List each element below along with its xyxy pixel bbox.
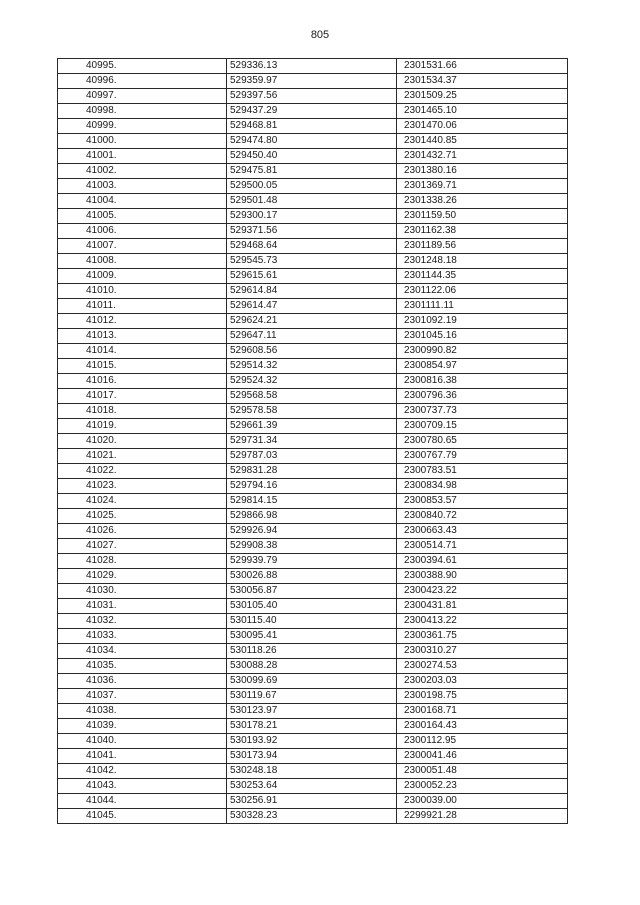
x-coordinate-cell: 529450.40 [227, 149, 397, 164]
point-number-cell: 41019. [58, 419, 227, 434]
point-number-cell: 41029. [58, 569, 227, 584]
point-number-cell: 41003. [58, 179, 227, 194]
point-number-cell: 41024. [58, 494, 227, 509]
table-row [58, 509, 568, 524]
point-number-cell: 41013. [58, 329, 227, 344]
x-coordinate-cell: 529468.81 [227, 119, 397, 134]
table-row [58, 284, 568, 299]
point-number-cell: 41002. [58, 164, 227, 179]
x-coordinate-cell: 530119.67 [227, 689, 397, 704]
y-coordinate-cell: 2301111.11 [397, 299, 568, 314]
y-coordinate-cell: 2301531.66 [397, 59, 568, 74]
y-coordinate-cell: 2300310.27 [397, 644, 568, 659]
x-coordinate-cell: 529468.64 [227, 239, 397, 254]
x-coordinate-cell: 530248.18 [227, 764, 397, 779]
x-coordinate-cell: 529614.47 [227, 299, 397, 314]
table-row [58, 89, 568, 104]
point-number-cell: 41041. [58, 749, 227, 764]
x-coordinate-cell: 529568.58 [227, 389, 397, 404]
y-coordinate-cell: 2300051.48 [397, 764, 568, 779]
table-row [58, 719, 568, 734]
table-row [58, 674, 568, 689]
table-row [58, 734, 568, 749]
x-coordinate-cell: 529615.61 [227, 269, 397, 284]
x-coordinate-cell: 530328.23 [227, 809, 397, 824]
y-coordinate-cell: 2300041.46 [397, 749, 568, 764]
point-number-cell: 41043. [58, 779, 227, 794]
y-coordinate-cell: 2301338.26 [397, 194, 568, 209]
point-number-cell: 41011. [58, 299, 227, 314]
point-number-cell: 41017. [58, 389, 227, 404]
y-coordinate-cell: 2300112.95 [397, 734, 568, 749]
table-row [58, 224, 568, 239]
table-row [58, 644, 568, 659]
table-row [58, 269, 568, 284]
x-coordinate-cell: 530118.26 [227, 644, 397, 659]
x-coordinate-cell: 529608.56 [227, 344, 397, 359]
table-row [58, 404, 568, 419]
point-number-cell: 41031. [58, 599, 227, 614]
point-number-cell: 41008. [58, 254, 227, 269]
point-number-cell: 40996. [58, 74, 227, 89]
point-number-cell: 41015. [58, 359, 227, 374]
table-row [58, 659, 568, 674]
y-coordinate-cell: 2301144.35 [397, 269, 568, 284]
x-coordinate-cell: 530088.28 [227, 659, 397, 674]
table-row [58, 554, 568, 569]
point-number-cell: 41039. [58, 719, 227, 734]
x-coordinate-cell: 530173.94 [227, 749, 397, 764]
x-coordinate-cell: 529524.32 [227, 374, 397, 389]
point-number-cell: 41000. [58, 134, 227, 149]
point-number-cell: 41016. [58, 374, 227, 389]
point-number-cell: 40997. [58, 89, 227, 104]
y-coordinate-cell: 2301369.71 [397, 179, 568, 194]
table-row [58, 194, 568, 209]
table-row [58, 749, 568, 764]
point-number-cell: 41032. [58, 614, 227, 629]
table-row [58, 809, 568, 824]
point-number-cell: 41012. [58, 314, 227, 329]
point-number-cell: 41030. [58, 584, 227, 599]
table-row [58, 179, 568, 194]
y-coordinate-cell: 2300164.43 [397, 719, 568, 734]
y-coordinate-cell: 2300514.71 [397, 539, 568, 554]
table-row [58, 494, 568, 509]
point-number-cell: 41010. [58, 284, 227, 299]
y-coordinate-cell: 2301248.18 [397, 254, 568, 269]
point-number-cell: 40995. [58, 59, 227, 74]
table-row [58, 524, 568, 539]
table-row [58, 74, 568, 89]
point-number-cell: 41034. [58, 644, 227, 659]
y-coordinate-cell: 2301045.16 [397, 329, 568, 344]
x-coordinate-cell: 529359.97 [227, 74, 397, 89]
table-row [58, 479, 568, 494]
x-coordinate-cell: 530193.92 [227, 734, 397, 749]
page-number: 805 [310, 29, 330, 41]
y-coordinate-cell: 2300413.22 [397, 614, 568, 629]
x-coordinate-cell: 530115.40 [227, 614, 397, 629]
x-coordinate-cell: 530026.88 [227, 569, 397, 584]
point-number-cell: 41045. [58, 809, 227, 824]
table-row [58, 239, 568, 254]
point-number-cell: 41014. [58, 344, 227, 359]
x-coordinate-cell: 529866.98 [227, 509, 397, 524]
x-coordinate-cell: 529578.58 [227, 404, 397, 419]
x-coordinate-cell: 529300.17 [227, 209, 397, 224]
y-coordinate-cell: 2300198.75 [397, 689, 568, 704]
point-number-cell: 41006. [58, 224, 227, 239]
y-coordinate-cell: 2301432.71 [397, 149, 568, 164]
table-row [58, 779, 568, 794]
x-coordinate-cell: 529397.56 [227, 89, 397, 104]
table-row [58, 419, 568, 434]
y-coordinate-cell: 2300834.98 [397, 479, 568, 494]
x-coordinate-cell: 530123.97 [227, 704, 397, 719]
x-coordinate-cell: 529939.79 [227, 554, 397, 569]
table-row [58, 569, 568, 584]
table-row [58, 584, 568, 599]
x-coordinate-cell: 530105.40 [227, 599, 397, 614]
table-row [58, 359, 568, 374]
point-number-cell: 41001. [58, 149, 227, 164]
y-coordinate-cell: 2300168.71 [397, 704, 568, 719]
point-number-cell: 41042. [58, 764, 227, 779]
table-row [58, 104, 568, 119]
coordinate-table-body [58, 59, 568, 824]
point-number-cell: 41023. [58, 479, 227, 494]
point-number-cell: 41040. [58, 734, 227, 749]
table-row [58, 134, 568, 149]
point-number-cell: 41009. [58, 269, 227, 284]
table-row [58, 794, 568, 809]
x-coordinate-cell: 529614.84 [227, 284, 397, 299]
y-coordinate-cell: 2300854.97 [397, 359, 568, 374]
x-coordinate-cell: 529647.11 [227, 329, 397, 344]
x-coordinate-cell: 529794.16 [227, 479, 397, 494]
x-coordinate-cell: 529731.34 [227, 434, 397, 449]
y-coordinate-cell: 2300361.75 [397, 629, 568, 644]
y-coordinate-cell: 2300203.03 [397, 674, 568, 689]
point-number-cell: 41007. [58, 239, 227, 254]
table-row [58, 464, 568, 479]
x-coordinate-cell: 529624.21 [227, 314, 397, 329]
y-coordinate-cell: 2300431.81 [397, 599, 568, 614]
point-number-cell: 41033. [58, 629, 227, 644]
y-coordinate-cell: 2300796.36 [397, 389, 568, 404]
x-coordinate-cell: 530099.69 [227, 674, 397, 689]
y-coordinate-cell: 2300780.65 [397, 434, 568, 449]
x-coordinate-cell: 529437.29 [227, 104, 397, 119]
x-coordinate-cell: 529500.05 [227, 179, 397, 194]
table-row [58, 764, 568, 779]
y-coordinate-cell: 2300990.82 [397, 344, 568, 359]
point-number-cell: 41020. [58, 434, 227, 449]
y-coordinate-cell: 2301380.16 [397, 164, 568, 179]
point-number-cell: 41022. [58, 464, 227, 479]
point-number-cell: 41004. [58, 194, 227, 209]
table-row [58, 614, 568, 629]
table-row [58, 59, 568, 74]
x-coordinate-cell: 529545.73 [227, 254, 397, 269]
y-coordinate-cell: 2301159.50 [397, 209, 568, 224]
y-coordinate-cell: 2299921.28 [397, 809, 568, 824]
point-number-cell: 41026. [58, 524, 227, 539]
y-coordinate-cell: 2301162.38 [397, 224, 568, 239]
y-coordinate-cell: 2300663.43 [397, 524, 568, 539]
x-coordinate-cell: 529787.03 [227, 449, 397, 464]
x-coordinate-cell: 529501.48 [227, 194, 397, 209]
table-row [58, 209, 568, 224]
point-number-cell: 40998. [58, 104, 227, 119]
table-row [58, 539, 568, 554]
y-coordinate-cell: 2300783.51 [397, 464, 568, 479]
coordinate-table [57, 58, 568, 824]
y-coordinate-cell: 2300737.73 [397, 404, 568, 419]
y-coordinate-cell: 2300394.61 [397, 554, 568, 569]
table-row [58, 689, 568, 704]
table-row [58, 449, 568, 464]
point-number-cell: 41021. [58, 449, 227, 464]
y-coordinate-cell: 2301189.56 [397, 239, 568, 254]
table-row [58, 299, 568, 314]
y-coordinate-cell: 2301465.10 [397, 104, 568, 119]
point-number-cell: 41005. [58, 209, 227, 224]
y-coordinate-cell: 2300423.22 [397, 584, 568, 599]
table-row [58, 374, 568, 389]
y-coordinate-cell: 2300816.38 [397, 374, 568, 389]
x-coordinate-cell: 529371.56 [227, 224, 397, 239]
y-coordinate-cell: 2300767.79 [397, 449, 568, 464]
point-number-cell: 41037. [58, 689, 227, 704]
point-number-cell: 40999. [58, 119, 227, 134]
y-coordinate-cell: 2301122.06 [397, 284, 568, 299]
table-row [58, 164, 568, 179]
x-coordinate-cell: 529661.39 [227, 419, 397, 434]
point-number-cell: 41044. [58, 794, 227, 809]
x-coordinate-cell: 530253.64 [227, 779, 397, 794]
x-coordinate-cell: 529514.32 [227, 359, 397, 374]
y-coordinate-cell: 2300039.00 [397, 794, 568, 809]
y-coordinate-cell: 2301092.19 [397, 314, 568, 329]
x-coordinate-cell: 530056.87 [227, 584, 397, 599]
table-row [58, 149, 568, 164]
y-coordinate-cell: 2300853.57 [397, 494, 568, 509]
point-number-cell: 41025. [58, 509, 227, 524]
y-coordinate-cell: 2301470.06 [397, 119, 568, 134]
x-coordinate-cell: 529926.94 [227, 524, 397, 539]
y-coordinate-cell: 2301509.25 [397, 89, 568, 104]
point-number-cell: 41035. [58, 659, 227, 674]
point-number-cell: 41028. [58, 554, 227, 569]
y-coordinate-cell: 2300052.23 [397, 779, 568, 794]
table-row [58, 599, 568, 614]
x-coordinate-cell: 530095.41 [227, 629, 397, 644]
y-coordinate-cell: 2300840.72 [397, 509, 568, 524]
table-row [58, 314, 568, 329]
table-row [58, 254, 568, 269]
y-coordinate-cell: 2301534.37 [397, 74, 568, 89]
point-number-cell: 41036. [58, 674, 227, 689]
table-row [58, 344, 568, 359]
y-coordinate-cell: 2301440.85 [397, 134, 568, 149]
x-coordinate-cell: 529814.15 [227, 494, 397, 509]
point-number-cell: 41018. [58, 404, 227, 419]
point-number-cell: 41027. [58, 539, 227, 554]
y-coordinate-cell: 2300709.15 [397, 419, 568, 434]
table-row [58, 389, 568, 404]
x-coordinate-cell: 529336.13 [227, 59, 397, 74]
x-coordinate-cell: 529475.81 [227, 164, 397, 179]
x-coordinate-cell: 530178.21 [227, 719, 397, 734]
x-coordinate-cell: 529474.80 [227, 134, 397, 149]
table-row [58, 704, 568, 719]
point-number-cell: 41038. [58, 704, 227, 719]
y-coordinate-cell: 2300388.90 [397, 569, 568, 584]
x-coordinate-cell: 529831.28 [227, 464, 397, 479]
table-row [58, 329, 568, 344]
table-row [58, 119, 568, 134]
table-row [58, 629, 568, 644]
y-coordinate-cell: 2300274.53 [397, 659, 568, 674]
x-coordinate-cell: 529908.38 [227, 539, 397, 554]
table-row [58, 434, 568, 449]
x-coordinate-cell: 530256.91 [227, 794, 397, 809]
